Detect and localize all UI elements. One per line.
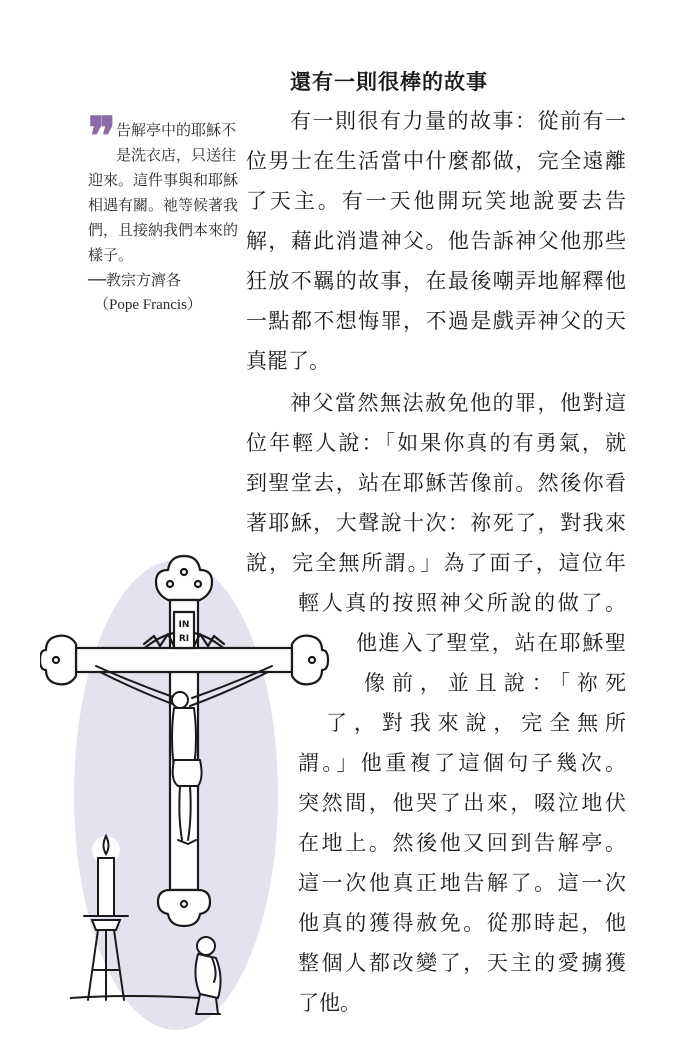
section-heading: 還有一則很棒的故事 — [290, 70, 488, 94]
body-line: 說，完全無所謂。」為了面子，這位年 — [246, 551, 626, 575]
quote-attribution-en: （Pope Francis） — [94, 297, 202, 313]
body-line: 這一次他真正地告解了。這一次 — [298, 871, 626, 895]
body-line: 真罷了。 — [246, 349, 330, 373]
body-line: 了天主。有一天他開玩笑地說要去告 — [246, 189, 626, 213]
sidebar-quote — [88, 106, 239, 318]
quote-attribution: ──教宗方濟各 — [88, 271, 182, 289]
body-line: 突然間，他哭了出來，啜泣地伏 — [298, 791, 626, 815]
body-line: 了，對我來說，完全無所 — [326, 711, 626, 735]
body-line: 解，藉此消遣神父。他告訴神父他那些 — [246, 229, 626, 253]
body-line: 謂。」他重複了這個句子幾次。 — [298, 751, 626, 775]
body-line: 神父當然無法赦免他的罪，他對這 — [290, 391, 626, 415]
body-line: 一點都不想悔罪，不過是戲弄神父的天 — [246, 309, 626, 333]
quote-text: 告解亭中的耶穌不是洗衣店，只送往迎來。這件事與和耶穌相遇有關。祂等候著我們，且接納我們本來的樣子。 — [88, 121, 239, 264]
crucifix-illustration — [40, 540, 340, 1040]
body-line: 有一則很有力量的故事：從前有一 — [290, 109, 626, 133]
body-line: 了他。 — [298, 991, 361, 1015]
body-line: 在地上。然後他又回到告解亭。 — [298, 831, 626, 855]
quote-mark-icon: ❞ — [88, 106, 110, 167]
body-line: 狂放不羈的故事，在最後嘲弄地解釋他 — [246, 269, 626, 293]
body-line: 位男士在生活當中什麼都做，完全遠離 — [246, 149, 626, 173]
body-line: 他進入了聖堂，站在耶穌聖 — [356, 631, 626, 655]
body-line: 輕人真的按照神父所說的做了。 — [298, 591, 626, 615]
body-line: 到聖堂去，站在耶穌苦像前。然後你看 — [246, 471, 626, 495]
body-line: 像前，並且說：「祢死 — [364, 671, 626, 695]
body-line: 他真的獲得赦免。從那時起，他 — [298, 911, 626, 935]
body-line: 整個人都改變了，天主的愛擄獲 — [298, 951, 626, 975]
body-line: 著耶穌，大聲說十次：祢死了，對我來 — [246, 511, 626, 535]
body-line: 位年輕人說：「如果你真的有勇氣，就 — [246, 431, 626, 455]
titulus-line2: RI — [178, 634, 190, 644]
titulus-line1: IN — [178, 620, 190, 630]
